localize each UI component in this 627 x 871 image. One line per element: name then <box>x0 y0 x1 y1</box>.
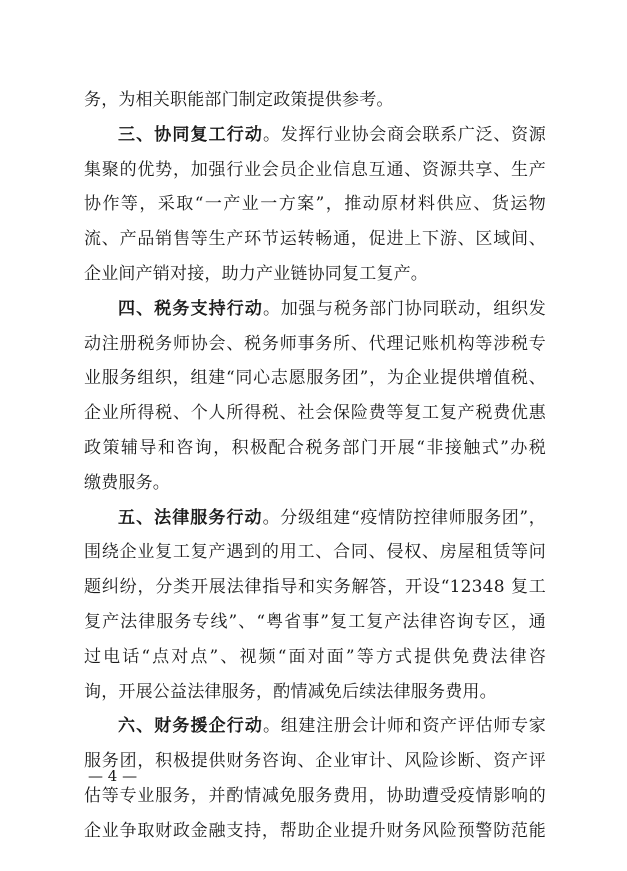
text-line <box>84 187 546 222</box>
line-text: 企业间产销对接，助力产业链协同复工复产。 <box>84 263 428 284</box>
line-text: 估等专业服务，并酌情减免服务费用，协助遭受疫情影响的 <box>84 785 546 806</box>
body-text <box>84 83 546 849</box>
page-number: — 4 — <box>88 767 138 785</box>
line-text: 询，开展公益法律服务，酌情减免后续法律服务费用。 <box>84 681 497 702</box>
text-line <box>84 605 546 640</box>
line-text: 业服务组织，组建“同心志愿服务团”，为企业提供增值税、 <box>84 368 546 389</box>
section-heading: 四、税务支持行动 <box>118 298 263 319</box>
line-text: 复产法律服务专线”、“粤省事”复工复产法律咨询专区，通 <box>84 611 546 632</box>
text-line <box>84 779 546 814</box>
text-line <box>84 640 546 675</box>
text-line <box>84 814 546 849</box>
text-line <box>84 257 546 292</box>
line-text: 政策辅导和咨询，积极配合税务部门开展“非接触式”办税 <box>84 437 546 458</box>
line-text: 题纠纷，分类开展法律指导和实务解答，开设“12348 复工 <box>84 577 546 598</box>
line-text: 过电话“点对点”、视频“面对面”等方式提供免费法律咨 <box>84 646 546 667</box>
section-heading-line <box>84 501 546 536</box>
text-line <box>84 222 546 257</box>
text-line <box>84 327 546 362</box>
line-text: 务，为相关职能部门制定政策提供参考。 <box>84 90 394 110</box>
line-text: 流、产品销售等生产环节运转畅通，促进上下游、区域间、 <box>84 229 546 250</box>
text-line <box>84 466 546 501</box>
text-line <box>84 83 546 118</box>
section-heading: 三、协同复工行动 <box>118 124 263 145</box>
text-line <box>84 570 546 605</box>
section-heading-line <box>84 118 546 153</box>
text-line <box>84 361 546 396</box>
line-text: 集聚的优势，加强行业会员企业信息互通、资源共享、生产 <box>84 159 546 180</box>
text-line <box>84 535 546 570</box>
line-text: 。发挥行业协会商会联系广泛、资源 <box>262 124 546 145</box>
text-line <box>84 675 546 710</box>
section-heading: 六、财务援企行动 <box>118 716 263 737</box>
line-text: 服务团，积极提供财务咨询、企业审计、风险诊断、资产评 <box>84 751 546 772</box>
text-line <box>84 431 546 466</box>
section-heading-line <box>84 709 546 744</box>
line-text: 缴费服务。 <box>84 472 170 493</box>
line-text: 围绕企业复工复产遇到的用工、合同、侵权、房屋租赁等问 <box>84 542 546 563</box>
line-text: 。加强与税务部门协同联动，组织发 <box>262 298 546 319</box>
line-text: 。分级组建“疫情防控律师服务团”， <box>262 507 546 528</box>
line-text: 企业所得税、个人所得税、社会保险费等复工复产税费优惠 <box>84 403 546 424</box>
section-heading: 五、法律服务行动 <box>118 507 263 528</box>
text-line <box>84 744 546 779</box>
text-line <box>84 396 546 431</box>
line-text: 协作等，采取“一产业一方案”，推动原材料供应、货运物 <box>84 194 546 215</box>
section-heading-line <box>84 292 546 327</box>
line-text: 动注册税务师协会、税务师事务所、代理记账机构等涉税专 <box>84 333 546 354</box>
line-text: 。组建注册会计师和资产评估师专家 <box>262 716 546 737</box>
text-line <box>84 153 546 188</box>
line-text: 企业争取财政金融支持，帮助企业提升财务风险预警防范能 <box>84 820 546 841</box>
